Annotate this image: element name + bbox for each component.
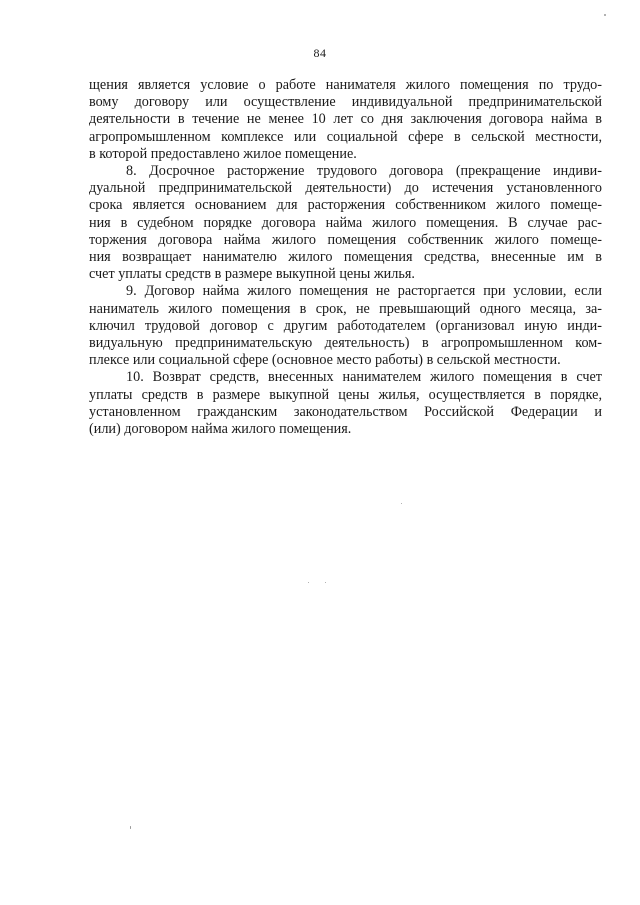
text-line: деятельности в течение не менее 10 лет со дня заключения договора найма в [89, 111, 602, 128]
paragraph-continuation [89, 77, 602, 163]
text-line: плексе или социальной сфере (основное место работы) в сельской местности. [89, 352, 561, 369]
page-number: 84 [313, 46, 327, 60]
text-line: 9. Договор найма жилого помещения не расторгается при условии, если [126, 283, 602, 300]
text-line: в которой предоставлено жилое помещение. [89, 145, 357, 162]
text-line: видуальную предпринимательскую деятельность) в агропромышленном ком- [89, 335, 602, 352]
text-line: срока является основанием для расторжения собственником жилого помеще- [89, 197, 602, 214]
text-line: установленном гражданским законодательством Российской Федерации и [89, 403, 602, 420]
text-line: ния возвращает нанимателю жилого помещения средства, внесенные им в [89, 249, 602, 266]
text-line: торжения договора найма жилого помещения собственник жилого помеще- [89, 231, 602, 248]
text-line: счет уплаты средств в размере выкупной цены жилья. [89, 266, 415, 283]
scan-speck [401, 503, 402, 504]
paragraph-item-10 [89, 369, 602, 438]
text-line: ключил трудовой договор с другим работодателем (организовал иную инди- [89, 317, 602, 334]
scan-speck [325, 582, 326, 583]
text-line: 10. Возврат средств, внесенных нанимателем жилого помещения в счет [126, 369, 602, 386]
text-line: наниматель жилого помещения в срок, не превышающий одного месяца, за- [89, 300, 602, 317]
scan-speck [308, 582, 309, 583]
text-line: 8. Досрочное расторжение трудового договора (прекращение индиви- [126, 163, 602, 180]
text-line: вому договору или осуществление индивидуальной предпринимательской [89, 94, 602, 111]
paragraph-item-9 [89, 283, 602, 369]
text-line: агропромышленном комплексе или социальной сфере в сельской местности, [89, 128, 602, 145]
text-line: дуальной предпринимательской деятельности) до истечения установленного [89, 180, 602, 197]
text-line: щения является условие о работе нанимателя жилого помещения по трудо- [89, 77, 602, 93]
paragraph-item-8 [89, 163, 602, 283]
text-line: уплаты средств в размере выкупной цены жилья, осуществляется в порядке, [89, 386, 602, 403]
text-line: ния в судебном порядке договора найма жилого помещения. В случае рас- [89, 214, 602, 231]
body-text [89, 77, 602, 438]
scan-speck [604, 14, 606, 16]
scan-speck [130, 826, 131, 829]
text-line: (или) договором найма жилого помещения. [89, 421, 352, 438]
